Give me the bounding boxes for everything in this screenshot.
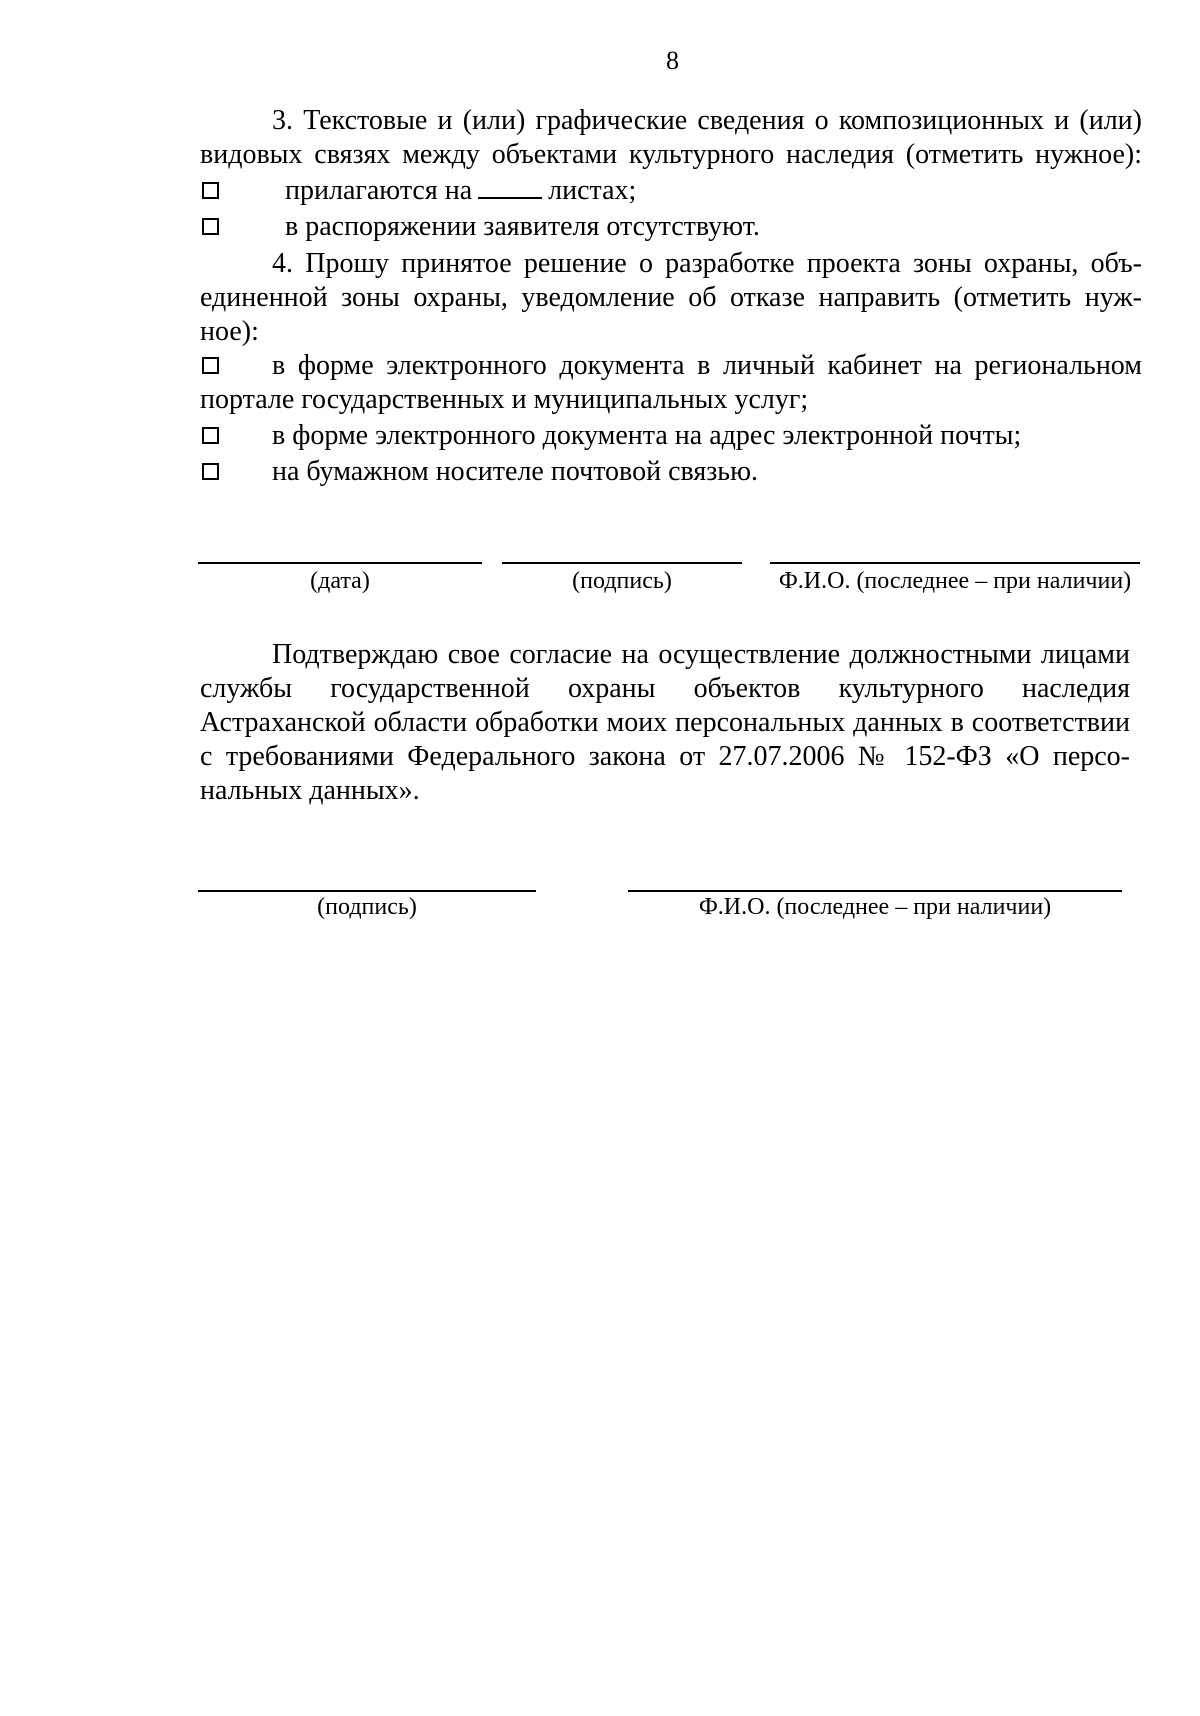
full-name-caption: Ф.И.О. (последнее – при наличии): [778, 568, 1132, 594]
date-signature-line[interactable]: [198, 562, 482, 564]
section4-intro-line1: 4. Прошу принятое решение о разработке проекта зоны охраны, объ-: [272, 248, 1142, 279]
consent-signature-caption: (подпись): [317, 894, 417, 920]
option1-text-before: прилагаются на: [285, 175, 473, 206]
signature-line[interactable]: [502, 562, 742, 564]
section4-option2: в форме электронного документа на адрес электронной почты;: [272, 420, 1022, 451]
checkbox-paper-mail[interactable]: [202, 463, 219, 480]
page-number: 8: [666, 46, 679, 75]
section4-option1-line1: в форме электронного документа в личный кабинет на региональном: [272, 350, 1142, 381]
full-name-line[interactable]: [770, 562, 1140, 564]
section3-option2: в распоряжении заявителя отсутствуют.: [285, 211, 760, 242]
consent-line3: Астраханской области обработки моих персональных данных в соответствии: [200, 707, 1130, 738]
section4-intro-line2: единенной зоны охраны, уведомление об отказе направить (отметить нуж-: [200, 282, 1142, 313]
consent-signature-line[interactable]: [198, 890, 536, 892]
section4-option3: на бумажном носителе почтовой связью.: [272, 456, 758, 487]
option1-text-after: листах;: [548, 175, 637, 206]
checkbox-attached-sheets[interactable]: [202, 182, 219, 199]
section3-intro-line1: 3. Текстовые и (или) графические сведения о композиционных и (или): [272, 105, 1142, 136]
checkbox-personal-cabinet[interactable]: [202, 357, 219, 374]
consent-full-name-caption: Ф.И.О. (последнее – при наличии): [698, 894, 1052, 920]
consent-line4: с требованиями Федерального закона от 27.07.2006 № 152-ФЗ «О персо-: [200, 741, 1130, 772]
section3-intro-line2: видовых связях между объектами культурного наследия (отметить нужное):: [200, 139, 1142, 170]
date-caption: (дата): [310, 568, 370, 594]
section3-option1: [285, 174, 636, 207]
consent-line5: нальных данных».: [200, 775, 420, 806]
section4-intro-line3: ное):: [200, 316, 259, 347]
checkbox-email[interactable]: [202, 427, 219, 444]
checkbox-not-available[interactable]: [202, 218, 219, 235]
sheet-count-blank[interactable]: [478, 175, 542, 199]
consent-full-name-line[interactable]: [628, 890, 1122, 892]
section4-option1-line2: портале государственных и муниципальных услуг;: [200, 384, 809, 415]
signature-caption: (подпись): [572, 568, 672, 594]
consent-line1: Подтверждаю свое согласие на осуществление должностными лицами: [272, 639, 1130, 670]
consent-line2: службы государственной охраны объектов культурного наследия: [200, 673, 1130, 704]
